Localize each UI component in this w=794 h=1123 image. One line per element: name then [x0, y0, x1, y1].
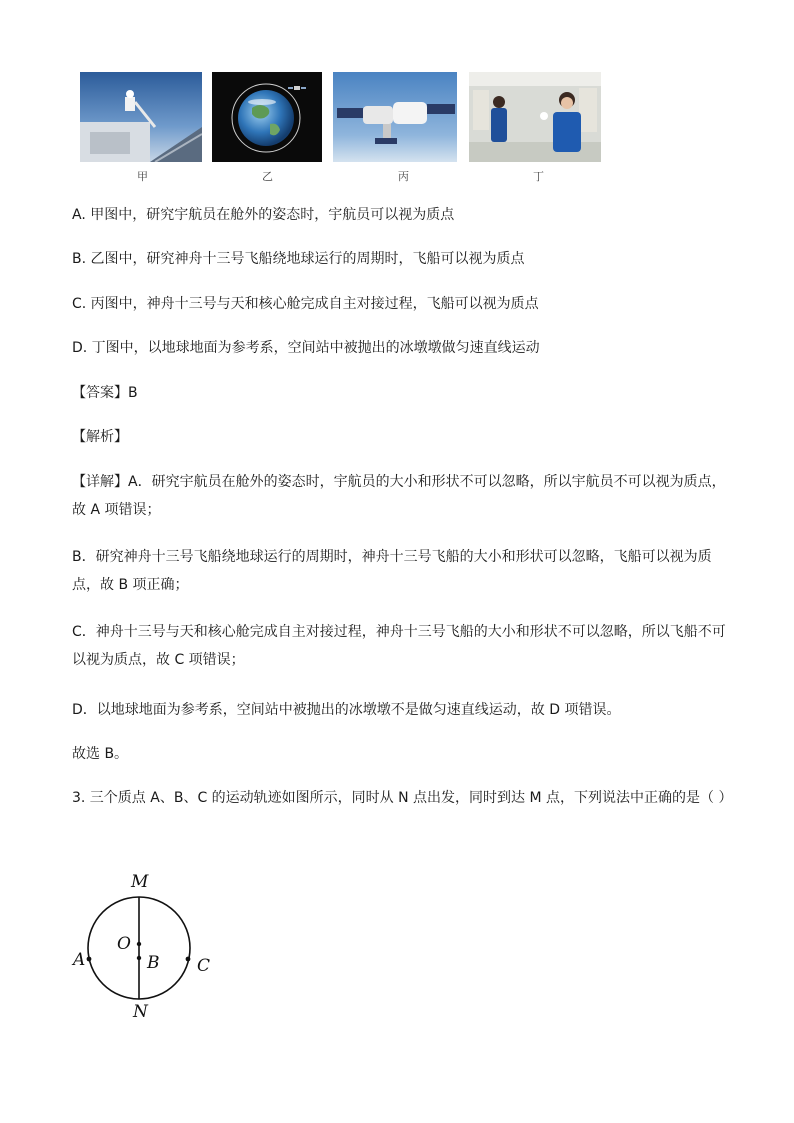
label-o: O: [117, 934, 131, 954]
point-c: [186, 957, 191, 962]
analysis-title: 【解析】: [72, 429, 128, 445]
point-o: [137, 942, 141, 946]
image-yi: [212, 72, 322, 162]
trajectory-diagram: [70, 868, 230, 1024]
option-a: A. 甲图中，研究宇航员在舱外的姿态时，宇航员可以视为质点: [72, 207, 455, 223]
option-b: B. 乙图中，研究神舟十三号飞船绕地球运行的周期时，飞船可以视为质点: [72, 251, 525, 267]
answer: 【答案】B: [72, 385, 138, 401]
point-a: [87, 957, 92, 962]
label-a: A: [73, 950, 86, 970]
label-c: C: [197, 956, 211, 976]
image-ding: [469, 72, 601, 162]
caption-yi: 乙: [262, 170, 273, 183]
label-m: M: [131, 872, 149, 892]
caption-jia: 甲: [137, 170, 148, 183]
question-3: 3. 三个质点 A、B、C 的运动轨迹如图所示，同时从 N 点出发，同时到达 M 点，下列说法中正确的是（ ）: [72, 790, 733, 806]
detail-a: 【详解】A．研究宇航员在舱外的姿态时，宇航员的大小和形状不可以忽略，所以宇航员不可以视为质点，故 A 项错误；: [72, 474, 726, 518]
label-b: B: [147, 953, 160, 973]
caption-ding: 丁: [533, 170, 544, 183]
option-d: D. 丁图中，以地球地面为参考系，空间站中被抛出的冰墩墩做匀速直线运动: [72, 340, 540, 356]
point-b: [137, 956, 141, 960]
image-jia: [80, 72, 202, 162]
option-c: C. 丙图中，神舟十三号与天和核心舱完成自主对接过程，飞船可以视为质点: [72, 296, 539, 312]
image-bing: [333, 72, 457, 162]
conclusion: 故选 B。: [72, 746, 129, 762]
detail-b: B．研究神舟十三号飞船绕地球运行的周期时，神舟十三号飞船的大小和形状可以忽略，飞船可以视为质点，故 B 项正确；: [72, 549, 712, 593]
detail-c: C．神舟十三号与天和核心舱完成自主对接过程，神舟十三号飞船的大小和形状不可以忽略，所以飞船不可以视为质点，故 C 项错误；: [72, 624, 726, 668]
caption-bing: 丙: [398, 170, 409, 183]
detail-d: D．以地球地面为参考系，空间站中被抛出的冰墩墩不是做匀速直线运动，故 D 项错误。: [72, 702, 621, 718]
label-n: N: [133, 1002, 148, 1022]
